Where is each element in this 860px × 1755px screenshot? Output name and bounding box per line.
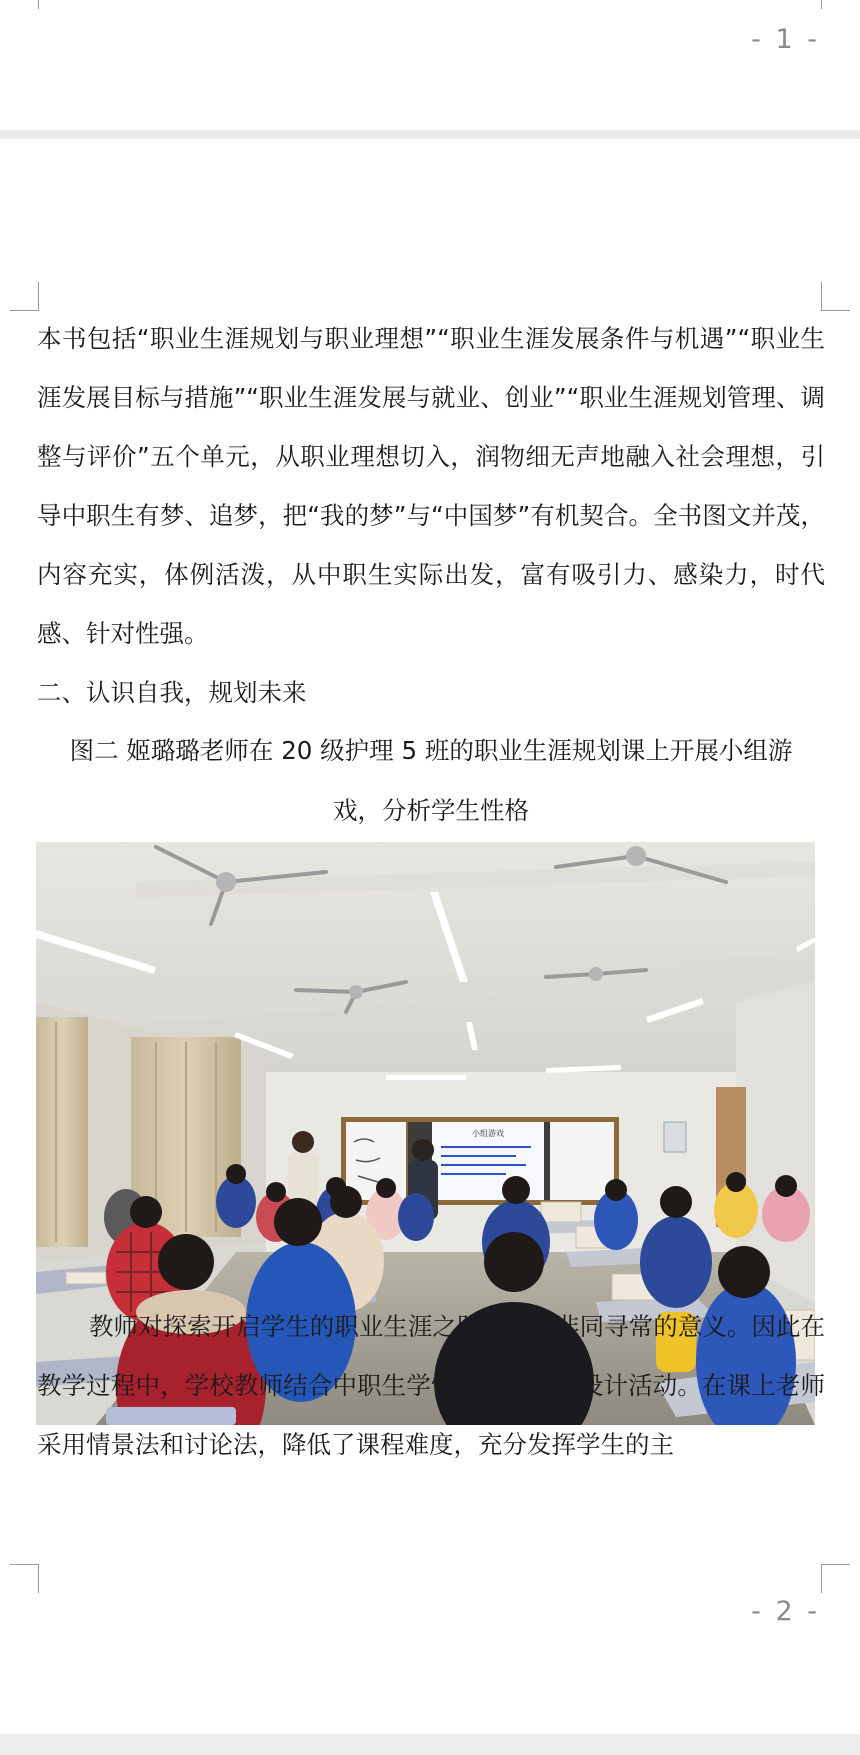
figure-caption-line-1: 图二 姬璐璐老师在 20 级护理 5 班的职业生涯规划课上开展小组游 [69, 736, 793, 765]
section-heading: 二、认识自我，规划未来 [37, 678, 307, 707]
crop-mark-top-right [821, 282, 850, 311]
crop-mark-bottom-right [821, 0, 850, 9]
body-paragraph: 教师对探索开启学生的职业生涯之路，有着非同寻常的意义。因此在教学过程中，学校教师结合中职生学情精心备课，设计活动。在课上老师采用情景法和讨论法，降低了课程难度，充分发挥学生的主 [37, 1312, 825, 1459]
crop-mark-bottom-right [821, 1564, 850, 1593]
page-2 [0, 139, 860, 1734]
page-1 [0, 0, 860, 130]
crop-mark-top-left [10, 282, 39, 311]
figure-caption-line-2: 戏，分析学生性格 [333, 796, 529, 825]
intro-paragraph: 本书包括“职业生涯规划与职业理想”“职业生涯发展条件与机遇”“职业生涯发展目标与措施”“职业生涯发展与就业、创业”“职业生涯规划管理、调整与评价”五个单元，从职业理想切入，润物细无声地融入社会理想，引导中职生有梦、追梦，把“我的梦”与“中国梦”有机契合。全书图文并茂，内容充实，体例活泼，从中职生实际出发，富有吸引力、感染力，时代感、针对性强。 [37, 324, 825, 648]
page-number: - 1 - [751, 24, 820, 55]
crop-mark-bottom-left [10, 1564, 39, 1593]
screen-title: 小组游戏 [472, 1129, 504, 1138]
crop-mark-bottom-left [10, 0, 39, 9]
page-number: - 2 - [751, 1596, 820, 1627]
